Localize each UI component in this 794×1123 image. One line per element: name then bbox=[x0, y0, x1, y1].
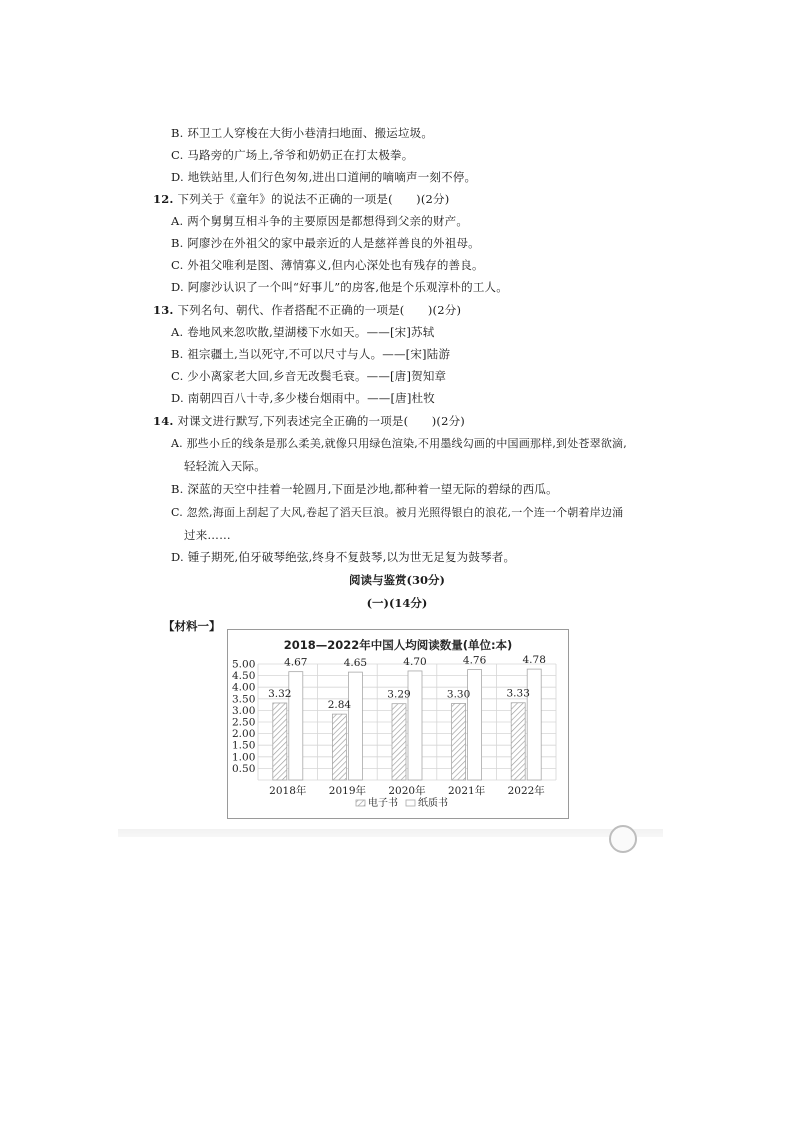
q14-number: 14. bbox=[153, 414, 174, 428]
data-label-ebook: 2.84 bbox=[327, 699, 352, 712]
bar-ebook bbox=[452, 703, 466, 780]
legend-label-paper-book: 纸质书 bbox=[418, 798, 448, 809]
x-tick-label: 2020年 bbox=[388, 785, 426, 797]
q13-option-c: C. 少小离家老大回,乡音无改鬓毛衰。——[唐]贺知章 bbox=[171, 369, 447, 383]
y-tick-label: 2.50 bbox=[232, 716, 256, 729]
chart-title: 2018—2022年中国人均阅读数量(单位:本) bbox=[283, 638, 513, 652]
q14-option-a-line1: A. 那些小丘的线条是那么柔美,就像只用绿色渲染,不用墨线勾画的中国画那样,到处苍翠欲滴, bbox=[171, 437, 627, 450]
q13-option-d: D. 南朝四百八十寺,多少楼台烟雨中。——[唐]杜牧 bbox=[171, 391, 435, 405]
material-one-label: 【材料一】 bbox=[163, 619, 221, 633]
data-label-paper-book: 4.78 bbox=[522, 654, 546, 667]
bar-ebook bbox=[273, 703, 287, 780]
q13-stem bbox=[153, 302, 461, 318]
data-label-paper-book: 4.70 bbox=[403, 655, 427, 668]
q12-option-a: A. 两个舅舅互相斗争的主要原因是都想得到父亲的财产。 bbox=[171, 214, 469, 228]
q12-option-d: D. 阿廖沙认识了一个叫“好事儿”的房客,他是个乐观淳朴的工人。 bbox=[171, 280, 508, 294]
y-tick-label: 5.00 bbox=[232, 658, 256, 671]
legend-swatch-ebook bbox=[356, 800, 365, 806]
bar-ebook bbox=[392, 704, 406, 780]
section-title: 阅读与鉴赏(30分) bbox=[349, 573, 445, 587]
x-tick-label: 2018年 bbox=[269, 785, 307, 797]
data-label-ebook: 3.32 bbox=[268, 687, 292, 700]
y-tick-label: 4.50 bbox=[232, 670, 256, 683]
q14-text: 对课文进行默写,下列表述完全正确的一项是( )(2分) bbox=[177, 414, 465, 428]
q11-option-b: B. 环卫工人穿梭在大街小巷清扫地面、搬运垃圾。 bbox=[171, 126, 434, 140]
q11-option-d: D. 地铁站里,人们行色匆匆,进出口道闸的嘀嘀声一刻不停。 bbox=[171, 170, 477, 184]
x-tick-label: 2022年 bbox=[507, 785, 545, 797]
legend-swatch-paper-book bbox=[406, 800, 415, 806]
y-tick-label: 0.50 bbox=[232, 762, 256, 775]
q14-option-c-line2: 过来…… bbox=[184, 528, 231, 542]
y-tick-label: 4.00 bbox=[232, 681, 256, 694]
q12-option-c: C. 外祖父唯利是图、薄情寡义,但内心深处也有残存的善良。 bbox=[171, 258, 484, 272]
x-tick-label: 2021年 bbox=[447, 785, 486, 797]
data-label-paper-book: 4.67 bbox=[284, 656, 308, 669]
y-tick-label: 1.50 bbox=[232, 739, 256, 752]
bar-paper-book bbox=[468, 670, 482, 780]
q12-stem bbox=[153, 191, 449, 207]
q11-option-c: C. 马路旁的广场上,爷爷和奶奶正在打太极拳。 bbox=[171, 148, 414, 162]
data-label-paper-book: 4.65 bbox=[343, 657, 368, 670]
y-tick-label: 1.00 bbox=[232, 751, 256, 764]
y-tick-label: 3.00 bbox=[232, 704, 256, 717]
data-label-ebook: 3.30 bbox=[446, 688, 471, 701]
q14-stem bbox=[153, 413, 465, 429]
q13-option-b: B. 祖宗疆土,当以死守,不可以尺寸与人。——[宋]陆游 bbox=[171, 347, 451, 361]
data-label-ebook: 3.33 bbox=[506, 687, 530, 700]
q12-number: 12. bbox=[153, 192, 174, 206]
y-tick-label: 3.50 bbox=[232, 693, 256, 706]
q13-text: 下列名句、朝代、作者搭配不正确的一项是( )(2分) bbox=[177, 303, 462, 317]
bar-paper-book bbox=[348, 672, 362, 780]
data-label-ebook: 3.29 bbox=[387, 688, 411, 701]
y-tick-label: 2.00 bbox=[232, 728, 256, 741]
q14-option-b: B. 深蓝的天空中挂着一轮圆月,下面是沙地,都种着一望无际的碧绿的西瓜。 bbox=[171, 482, 558, 496]
legend-label-ebook: 电子书 bbox=[368, 798, 398, 809]
q12-option-b: B. 阿廖沙在外祖父的家中最亲近的人是慈祥善良的外祖母。 bbox=[171, 236, 480, 250]
q14-option-d: D. 锺子期死,伯牙破琴绝弦,终身不复鼓琴,以为世无足复为鼓琴者。 bbox=[171, 550, 516, 564]
bar-paper-book bbox=[408, 671, 422, 780]
page-bottom-edge bbox=[118, 829, 663, 837]
q13-number: 13. bbox=[153, 303, 174, 317]
chart-plot bbox=[228, 630, 568, 818]
q14-option-c-line1: C. 忽然,海面上刮起了大风,卷起了滔天巨浪。被月光照得银白的浪花,一个连一个朝着岸边涌 bbox=[171, 506, 624, 519]
data-label-paper-book: 4.76 bbox=[462, 654, 487, 667]
bar-ebook bbox=[511, 703, 525, 780]
q14-option-a-line2: 轻轻流入天际。 bbox=[184, 459, 266, 473]
x-tick-label: 2019年 bbox=[328, 785, 367, 797]
page-number-circle bbox=[609, 825, 637, 853]
reading-chart bbox=[227, 629, 569, 819]
q12-text: 下列关于《童年》的说法不正确的一项是( )(2分) bbox=[177, 192, 450, 206]
q13-option-a: A. 卷地风来忽吹散,望湖楼下水如天。——[宋]苏轼 bbox=[171, 325, 435, 339]
section-part-title: (一)(14分) bbox=[366, 596, 428, 610]
bar-ebook bbox=[332, 714, 346, 780]
bar-paper-book bbox=[527, 669, 541, 780]
